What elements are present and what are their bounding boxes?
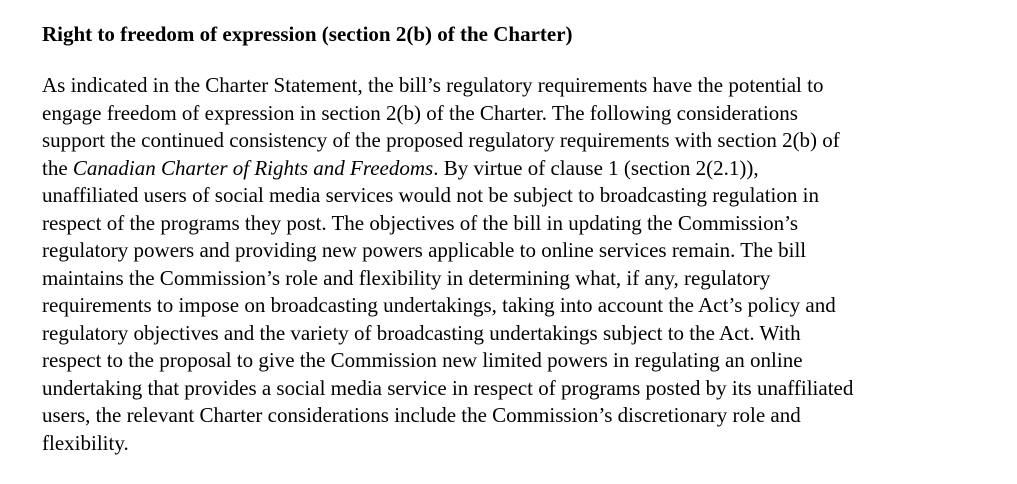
paragraph-line: As indicated in the Charter Statement, the bill’s regulatory requirements have the potential to — [42, 73, 824, 97]
section-heading: Right to freedom of expression (section 2(b) of the Charter) — [42, 22, 573, 46]
paragraph-line: respect to the proposal to give the Commission new limited powers in regulating an online — [42, 348, 803, 372]
paragraph-line: support the continued consistency of the proposed regulatory requirements with section 2(b) of — [42, 128, 840, 152]
paragraph-text: . By virtue of clause 1 (section 2(2.1)), — [433, 155, 759, 180]
paragraph-line: engage freedom of expression in section 2(b) of the Charter. The following considerations — [42, 100, 798, 125]
paragraph-line: maintains the Commission’s role and flexibility in determining what, if any, regulatory — [42, 265, 771, 290]
paragraph-line: undertaking that provides a social media service in respect of programs posted by its unaffiliated — [42, 375, 854, 400]
paragraph-line: users, the relevant Charter considerations include the Commission’s discretionary role and — [42, 403, 801, 427]
paragraph-line: requirements to impose on broadcasting undertakings, taking into account the Act’s policy and — [42, 293, 836, 317]
charter-title-italic: Canadian Charter of Rights and Freedoms — [72, 155, 434, 180]
paragraph-line: unaffiliated users of social media services would not be subject to broadcasting regulation in — [42, 183, 819, 207]
paragraph-line: flexibility. — [42, 430, 129, 455]
body-paragraph — [42, 72, 982, 457]
document-page — [42, 20, 982, 457]
paragraph-text: the — [42, 155, 73, 180]
paragraph-line: respect of the programs they post. The objectives of the bill in updating the Commission’s — [42, 210, 799, 235]
paragraph-line: regulatory objectives and the variety of broadcasting undertakings subject to the Act. With — [42, 320, 801, 345]
paragraph-line: regulatory powers and providing new powers applicable to online services remain. The bill — [42, 238, 807, 262]
paragraph-line — [42, 155, 982, 183]
